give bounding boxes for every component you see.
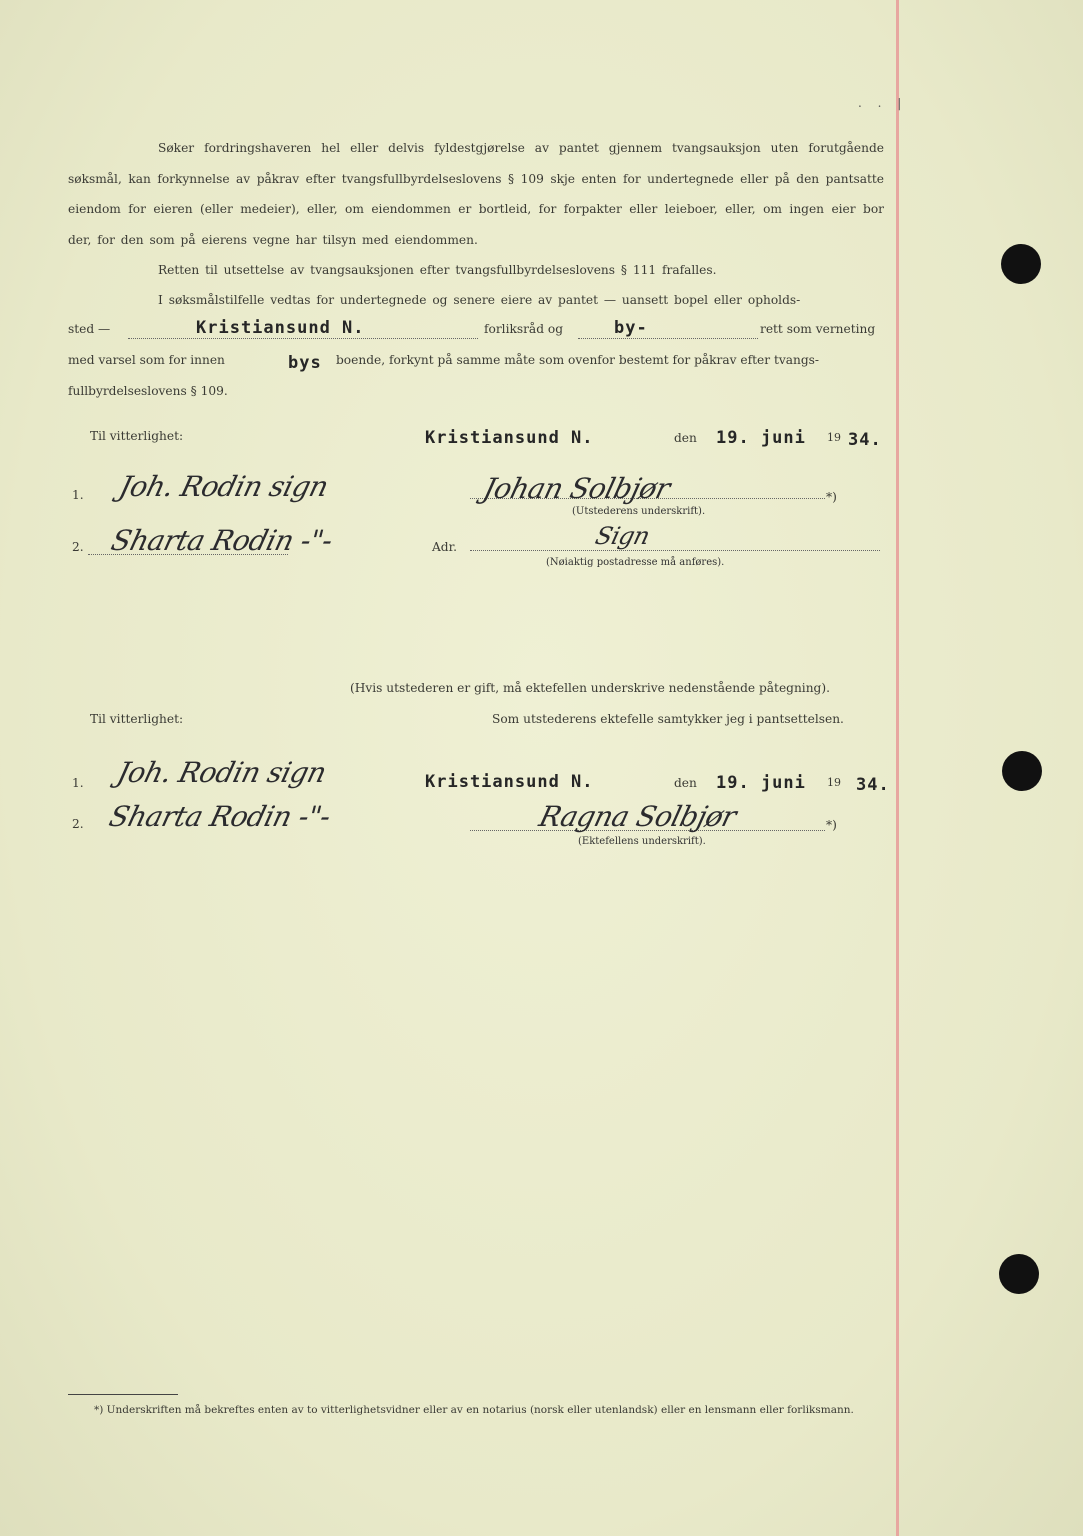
date-typed-1: 19. juni	[716, 428, 806, 448]
venue-dotted-line	[128, 338, 478, 339]
issuer-caption: (Utstederens underskrift).	[572, 506, 706, 517]
spouse-instruction: (Hvis utstederen er gift, må ektefellen underskrive nedenstående påtegning).	[350, 681, 830, 695]
venue-label-sted: sted —	[68, 322, 111, 336]
paragraph-venue-intro: I søksmålstilfelle vedtas for undertegnede og senere eiere av pantet — uansett bopel eller opholds-	[158, 293, 801, 307]
red-margin-line	[896, 0, 899, 1536]
date-label-2: den	[674, 776, 697, 790]
address-handwritten: Sign	[592, 522, 653, 550]
date-label-1: den	[674, 431, 697, 445]
witness-label-2: Til vitterlighet:	[90, 712, 184, 726]
place-typed-2: Kristiansund N.	[425, 772, 594, 792]
venue-label-forliksrad: forliksråd og	[484, 322, 564, 336]
venue-place-typed: Kristiansund N.	[196, 318, 365, 338]
witness-number-3: 1.	[72, 776, 84, 790]
paragraph-postponement: Retten til utsettelse av tvangsauksjonen efter tvangsfullbyrdelseslovens § 111 frafalles.	[158, 263, 717, 277]
punch-hole	[1001, 244, 1041, 284]
witness-label-1: Til vitterlighet:	[90, 429, 184, 443]
paragraph-foreclosure: Søker fordringshaveren hel eller delvis fyldestgjørelse av pantet gjennem tvangsauksjon uten forutgående søksmål, kan forkynnelse av påkrav efter tvangsfullbyrdelseslovens § 109 skje enten for undertegnede eller på den pantsatte eiendom for eieren (eller medeier), eller, om eiendommen er bortleid, for forpakter eller leieboer, eller, om ingen eier bor der, for den som på eierens vegne har tilsyn med eiendommen.	[68, 141, 884, 247]
address-dotted-line	[470, 550, 880, 551]
issuer-signature: Johan Solbjør	[479, 472, 674, 505]
spouse-caption: (Ektefellens underskrift).	[578, 836, 706, 847]
year-suffix-1: 34.	[848, 430, 882, 450]
spouse-consent-text: Som utstederens ektefelle samtykker jeg i pantsettelsen.	[492, 712, 844, 726]
punch-hole	[999, 1254, 1039, 1294]
witness-number-1: 1.	[72, 488, 84, 502]
witness-number-2: 2.	[72, 540, 84, 554]
notice-typed-bys: bys	[288, 353, 322, 373]
year-prefix-1: 19	[827, 431, 841, 444]
witness-signature-2: Sharta Rodin -"-	[107, 524, 336, 557]
footnote-marker-1: *)	[826, 490, 837, 504]
spouse-signature: Ragna Solbjør	[535, 800, 740, 833]
year-suffix-2: 34.	[856, 775, 890, 795]
year-prefix-2: 19	[827, 776, 841, 789]
court-dotted-line	[578, 338, 758, 339]
footnote-marker-2: *)	[826, 818, 837, 832]
footnote-rule	[68, 1394, 178, 1395]
witness-signature-1: Joh. Rodin sign	[115, 470, 332, 503]
date-typed-2: 19. juni	[716, 773, 806, 793]
place-typed-1: Kristiansund N.	[425, 428, 594, 448]
notice-line-end: boende, forkynt på samme måte som ovenfor bestemt for påkrav efter tvangs-	[336, 353, 820, 367]
witness-signature-3: Joh. Rodin sign	[113, 756, 330, 789]
court-typed: by-	[614, 318, 648, 338]
notice-line-last: fullbyrdelseslovens § 109.	[68, 384, 228, 398]
notice-line-start: med varsel som for innen	[68, 353, 225, 367]
footnote-text: *) Underskriften må bekreftes enten av to vitterlighetsvidner eller av en notarius (norsk eller utenlandsk) eller en lensmann eller forliksmann.	[94, 1404, 854, 1416]
witness-number-4: 2.	[72, 817, 84, 831]
address-caption: (Nøiaktig postadresse må anføres).	[546, 557, 725, 568]
page-corner-mark: . . |	[858, 96, 908, 110]
punch-hole	[1002, 751, 1042, 791]
address-label: Adr.	[432, 540, 457, 554]
venue-label-rett: rett som verneting	[760, 322, 876, 336]
witness-signature-4: Sharta Rodin -"-	[105, 800, 334, 833]
